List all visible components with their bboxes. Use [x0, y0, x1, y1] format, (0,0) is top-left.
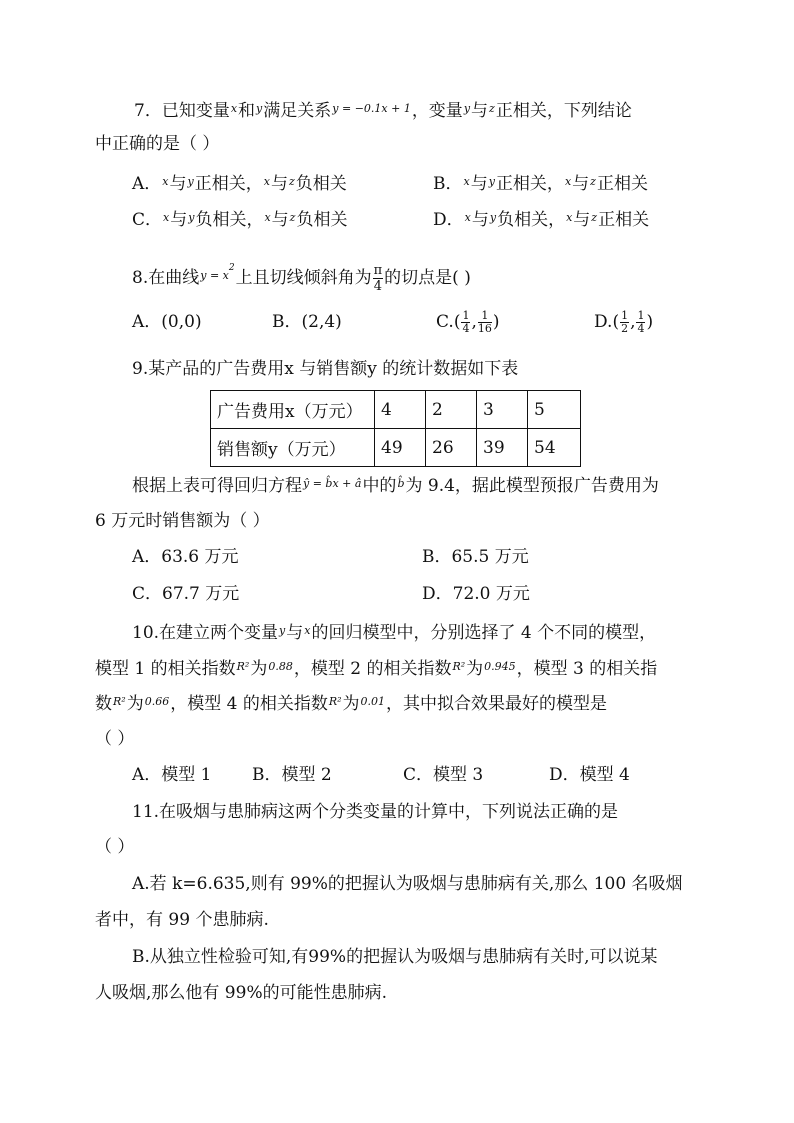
text: 与: [572, 174, 590, 194]
q10-text: 与: [286, 623, 304, 643]
var-z: z: [288, 175, 295, 188]
q7-option-c: [132, 206, 347, 232]
q9-text: 根据上表可得回归方程: [132, 476, 302, 496]
q9-data-table: [210, 390, 581, 467]
q10-text: 为: [250, 659, 268, 679]
table-header-cell: 广告费用x（万元）: [211, 391, 375, 429]
option-text: 负相关，: [195, 210, 264, 230]
var-x: x: [464, 211, 471, 224]
var-y: y: [188, 211, 195, 224]
option-label: D．: [433, 210, 464, 230]
paren: (: [453, 312, 461, 332]
fraction: [461, 310, 470, 335]
q11-option-b-line1: B.从独立性检验可知,有99%的把握认为吸烟与患肺病有关时,可以说某: [132, 947, 658, 967]
q7-text: 7．已知变量: [134, 101, 230, 121]
q10-text: 10.在建立两个变量: [132, 623, 279, 643]
q7-var-y: y: [463, 102, 471, 115]
var-z: z: [591, 211, 598, 224]
q8-text: 8.在曲线: [132, 268, 200, 288]
q9-option-a: A．63.6 万元: [132, 547, 239, 567]
comma: ,: [630, 312, 636, 332]
table-cell: 26: [426, 429, 477, 467]
q8-option-b: B．(2,4): [272, 312, 342, 332]
q7-stem-line2: 中正确的是（ ）: [95, 134, 220, 154]
r-squared: R²: [236, 660, 250, 673]
q9-option-d: D．72.0 万元: [422, 584, 530, 604]
option-text: 正相关: [598, 210, 650, 230]
q8-stem: [132, 244, 471, 302]
var-x: x: [163, 211, 170, 224]
q7-text: ，变量: [411, 101, 463, 121]
option-label: C．: [132, 210, 163, 230]
curve-exponent: 2: [228, 263, 235, 273]
q10-text: 模型 1 的相关指数: [95, 659, 236, 679]
r2-value: 0.945: [484, 660, 516, 673]
var-z: z: [590, 175, 596, 188]
text: 与: [270, 174, 288, 194]
paren: (: [612, 312, 620, 332]
q9-text-line2: 6 万元时销售额为（ ）: [95, 511, 270, 531]
fraction-numerator: π: [373, 263, 383, 278]
fraction-numerator: 1: [462, 309, 470, 322]
var-z: z: [289, 211, 296, 224]
var-x: x: [264, 211, 271, 224]
fraction-denominator: 16: [477, 322, 492, 335]
table-row: [211, 429, 581, 467]
option-text: 正相关，: [194, 174, 263, 194]
q7-text: 与: [471, 101, 489, 121]
q7-option-b: [433, 170, 648, 196]
fraction: [620, 310, 629, 335]
var-y: y: [488, 175, 495, 188]
fraction-denominator: 4: [373, 279, 383, 294]
q11-option-b-line2: 人吸烟,那么他有 99%的可能性患肺病.: [95, 983, 387, 1003]
r-squared: R²: [328, 695, 342, 708]
r-squared: R²: [113, 695, 126, 708]
var-x: x: [566, 211, 573, 224]
var-y: y: [489, 211, 497, 224]
fraction-numerator: 1: [621, 309, 629, 322]
var-x: x: [564, 175, 572, 188]
option-text: 正相关: [596, 174, 648, 194]
q10-line2: [95, 655, 657, 681]
text: 与: [271, 210, 289, 230]
q10-text: ，其中拟合效果最好的模型是: [386, 694, 608, 714]
text: 与: [573, 210, 591, 230]
q10-text: ，模型 2 的相关指数: [293, 659, 452, 679]
table-cell: 4: [375, 391, 426, 429]
var-y: y: [187, 175, 194, 188]
q9-option-c: C．67.7 万元: [132, 584, 240, 604]
table-cell: 54: [528, 429, 581, 467]
r2-value: 0.88: [268, 660, 293, 673]
text: 与: [471, 210, 489, 230]
q10-option-c: C．模型 3: [403, 765, 484, 785]
q7-option-d: [433, 206, 649, 232]
q10-option-d: D．模型 4: [549, 765, 630, 785]
option-label: B．: [433, 174, 463, 194]
q11-stem: 11.在吸烟与患肺病这两个分类变量的计算中，下列说法正确的是: [132, 802, 619, 822]
q9-stem: 9.某产品的广告费用x 与销售额y 的统计数据如下表: [132, 359, 519, 379]
option-label: A．: [132, 174, 162, 194]
r2-value: 0.66: [144, 695, 170, 708]
q10-option-a: A．模型 1: [132, 765, 212, 785]
table-cell: 49: [375, 429, 426, 467]
q8-option-a: A．(0,0): [132, 312, 202, 332]
option-text: 负相关，: [497, 210, 566, 230]
option-text: 负相关: [296, 210, 348, 230]
table-header-cell: 销售额y（万元）: [211, 429, 375, 467]
var-x: x: [463, 175, 470, 188]
q8-option-c: [436, 300, 500, 344]
q7-var-z: z: [489, 102, 495, 115]
q7-stem-line1: [134, 97, 632, 123]
q8-text: 上且切线倾斜角为: [235, 268, 372, 288]
q7-relation: y = −0.1x + 1: [332, 102, 411, 115]
q10-text: 为: [126, 694, 144, 714]
q7-var-x: x: [230, 102, 238, 115]
q9-regression-equation: ŷ = b̂x + â: [303, 477, 362, 490]
q10-line3: [95, 690, 607, 716]
fraction: [636, 310, 645, 335]
q9-bhat: b̂: [397, 477, 405, 490]
q10-option-b: B．模型 2: [252, 765, 332, 785]
q10-text: 的回归模型中，分别选择了 4 个不同的模型，: [311, 623, 657, 643]
q8-option-d: [594, 300, 653, 344]
q10-text: ，模型 4 的相关指数: [170, 694, 328, 714]
text: 与: [470, 174, 488, 194]
text: 与: [170, 210, 188, 230]
table-cell: 39: [477, 429, 528, 467]
option-text: 负相关: [295, 174, 347, 194]
q8-curve: [200, 263, 235, 282]
table-row: [211, 391, 581, 429]
q9-option-b: B．65.5 万元: [422, 547, 529, 567]
q7-var-y: y: [256, 102, 263, 115]
var-y: y: [279, 624, 286, 637]
table-cell: 2: [426, 391, 477, 429]
text: 与: [169, 174, 187, 194]
q7-text: 满足关系: [263, 101, 332, 121]
fraction-numerator: 1: [637, 309, 645, 322]
q10-text: 为: [466, 659, 484, 679]
curve-base: y = x: [200, 269, 229, 282]
q7-option-a: [132, 170, 347, 196]
q9-text: 为 9.4，据此模型预报广告费用为: [405, 476, 659, 496]
q10-line1: [132, 619, 656, 645]
q11-option-a-line1: A.若 k=6.635,则有 99%的把握认为吸烟与患肺病有关,那么 100 名吸烟: [132, 874, 683, 894]
table-cell: 3: [477, 391, 528, 429]
q9-text-line1: [132, 472, 659, 498]
fraction-numerator: 1: [478, 310, 492, 323]
option-label: C.: [436, 312, 454, 332]
r2-value: 0.01: [360, 695, 386, 708]
paren: ): [492, 312, 500, 332]
var-x: x: [304, 624, 311, 637]
table-cell: 5: [528, 391, 581, 429]
q9-text: 中的: [362, 476, 397, 496]
comma: ,: [471, 312, 477, 332]
q11-stem-line2: （ ）: [95, 837, 135, 857]
q10-line4: （ ）: [95, 729, 135, 749]
var-x: x: [162, 175, 169, 188]
q8-text: 的切点是( ): [384, 268, 471, 288]
q8-angle-fraction: [373, 263, 384, 294]
option-label: D.: [594, 312, 613, 332]
fraction-denominator: 4: [637, 322, 645, 335]
q7-text: 和: [238, 101, 256, 121]
var-x: x: [263, 175, 270, 188]
fraction-denominator: 2: [621, 322, 629, 335]
q10-text: 数: [95, 694, 112, 714]
q10-text: 为: [342, 694, 360, 714]
paren: ): [646, 312, 654, 332]
option-text: 正相关，: [495, 174, 564, 194]
fraction: [478, 310, 492, 335]
q7-text: 正相关，下列结论: [495, 101, 632, 121]
q10-text: ，模型 3 的相关指: [516, 659, 658, 679]
fraction-denominator: 4: [462, 322, 470, 335]
r-squared: R²: [452, 660, 466, 673]
q11-option-a-line2: 者中，有 99 个患肺病.: [95, 910, 269, 930]
